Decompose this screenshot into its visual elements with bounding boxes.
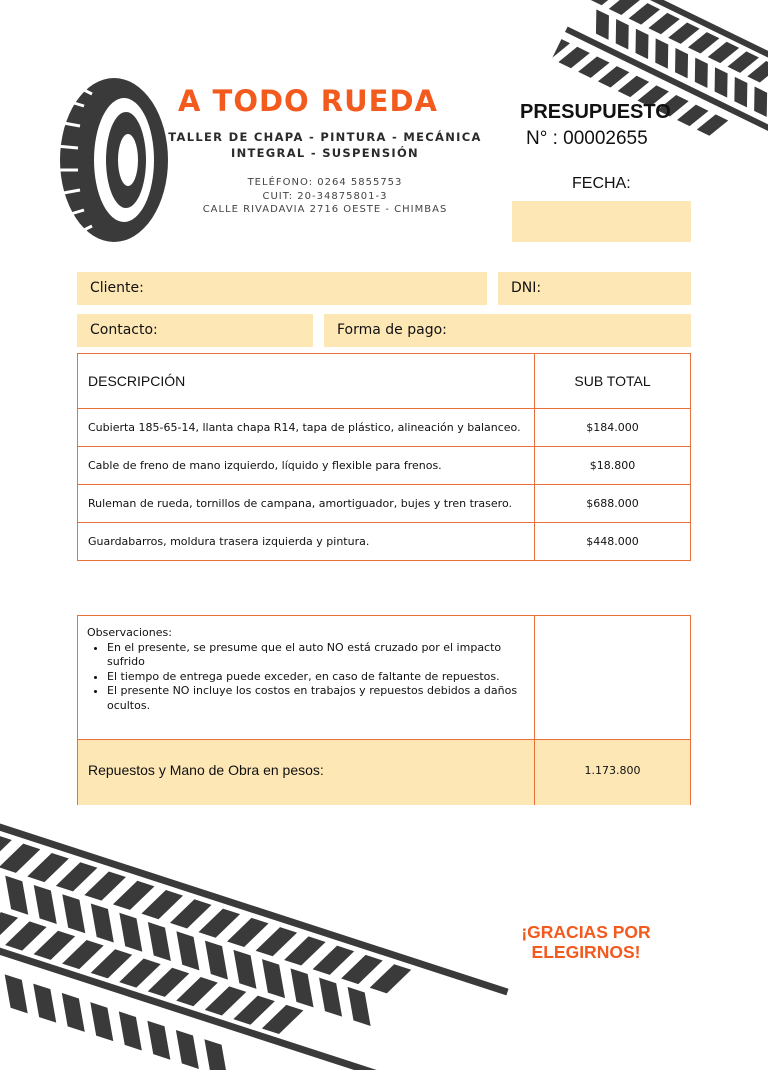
item-subtotal: $688.000	[535, 485, 691, 523]
thanks-message: ¡GRACIAS POR ELEGIRNOS!	[521, 922, 651, 962]
table-row	[78, 485, 691, 523]
item-subtotal: $448.000	[535, 523, 691, 561]
item-subtotal: $18.800	[535, 447, 691, 485]
total-label: Repuestos y Mano de Obra en pesos:	[88, 762, 324, 778]
contact-field[interactable]: Contacto:	[77, 314, 313, 347]
total-value: 1.173.800	[584, 764, 641, 777]
description-header: DESCRIPCIÓN	[78, 354, 535, 409]
item-subtotal: $184.000	[535, 409, 691, 447]
items-table	[77, 353, 691, 561]
date-label: FECHA:	[572, 175, 631, 192]
subtotal-header: SUB TOTAL	[535, 354, 691, 409]
quote-number: N° : 00002655	[526, 128, 648, 149]
payment-method-field[interactable]: Forma de pago:	[324, 314, 691, 347]
company-services: TALLER DE CHAPA - PINTURA - MECÁNICA INTEGRAL - SUSPENSIÓN	[168, 130, 482, 160]
tire-track-bottom-icon	[0, 800, 520, 1070]
company-phone: TELÉFONO: 0264 5855753	[247, 177, 403, 188]
date-field[interactable]	[512, 201, 691, 242]
table-row	[78, 409, 691, 447]
table-row	[78, 447, 691, 485]
observation-item: • El presente NO incluye los costos en trabajos y repuestos debidos a daños ocultos.	[107, 684, 527, 713]
tire-track-top-icon	[534, 0, 768, 196]
company-name: A TODO RUEDA	[178, 84, 439, 118]
observations-list	[87, 641, 527, 714]
company-contact	[160, 176, 490, 217]
item-description: Ruleman de rueda, tornillos de campana, amortiguador, bujes y tren trasero.	[78, 485, 535, 523]
tire-logo-icon	[52, 76, 170, 244]
item-description: Guardabarros, moldura trasera izquierda y pintura.	[78, 523, 535, 561]
company-address: CALLE RIVADAVIA 2716 OESTE - CHIMBAS	[202, 204, 448, 215]
table-row	[78, 523, 691, 561]
company-cuit: CUIT: 20-34875801-3	[262, 190, 388, 202]
item-description: Cubierta 185-65-14, llanta chapa R14, tapa de plástico, alineación y balanceo.	[78, 409, 535, 447]
quote-title: PRESUPUESTO	[520, 101, 671, 123]
observations	[87, 626, 527, 713]
observations-title: Observaciones:	[87, 626, 172, 639]
item-description: Cable de freno de mano izquierdo, líquido y flexible para frenos.	[78, 447, 535, 485]
observation-item: • El tiempo de entrega puede exceder, en caso de faltante de repuestos.	[107, 670, 527, 685]
dni-field[interactable]: DNI:	[498, 272, 691, 305]
observation-item: • En el presente, se presume que el auto NO está cruzado por el impacto sufrido	[107, 641, 527, 670]
table-header-row	[78, 354, 691, 409]
client-field[interactable]: Cliente:	[77, 272, 487, 305]
